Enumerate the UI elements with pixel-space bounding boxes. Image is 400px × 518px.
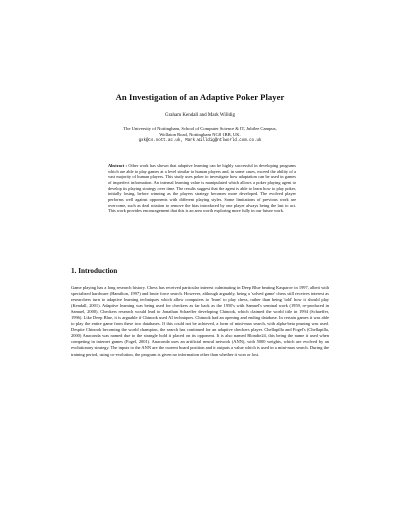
- introduction-paragraph: Game playing has a long research history. Chess has received particular interest culminating in Deep Blue beating Kasparov in 1997, albeit with specialized hardware (Hamilton, 1997) and brute force search. However, although arguably, being a 'solved game' chess still receives interest as researchers turn to adaptive learning techniques which allow computers to 'learn' to play chess, rather than being 'told' how it should play (Kendall, 2001). Adaptive learning was being used for checkers as far back as the 1950's with Samuel's seminal work (1959, re-produced in Samuel, 2000). Checkers research would lead to Jonathan Schaeffer developing Chinook, which claimed the world title in 1994 (Schaeffer, 1996). Like Deep Blue, it is arguable if Chinook used AI techniques. Chinook had an opening and ending database. In certain games it was able to play the entire game from these two databases. If this could not be achieved, a form of mini-max search, with alpha-beta pruning was used. Despite Chinook becoming the world champion, the search has continued for an adaptive checkers player. Chellapilla and Fogel's (Chellapilla, 2000) Anaconda was named due to the strangle hold it placed on its opponent. It is also named Blondie24, this being the name it used when competing in internet games (Fogel, 2001). Anaconda uses an artificial neural network (ANN), with 5000 weights, which are evolved by an evolutionary strategy. The inputs to the ANN are the current board position and it outputs a value which is used in a mini-max search. During the training period, using co-evolution, the program is given no information other than whether it won or lost.: [71, 285, 329, 357]
- abstract-label: Abstract :: [108, 163, 127, 168]
- author-list: Graham Kendall and Mark Willdig: [165, 113, 235, 118]
- paper-title: An Investigation of an Adaptive Poker Player: [115, 92, 285, 102]
- affiliation-line-1: The University of Nottingham, School of Computer Science & IT, Jubilee Campus,: [123, 126, 277, 131]
- section-heading-introduction: 1. Introduction: [71, 267, 118, 275]
- affiliation-line-2: Wollaton Road, Nottingham NG8 1BB, UK.: [159, 132, 241, 138]
- abstract: [108, 163, 296, 214]
- affiliation-block: [0, 126, 400, 144]
- introduction-body: [71, 285, 329, 358]
- abstract-text: Other work has shown that adaptive learning can be highly successful in developing programs which are able to play games at a level similar to human players and, in some cases, exceed the ability of a vast majority of human players. This study uses poker to investigate how adaptation can be used in games of imperfect information. An internal learning value is manipulated which allows a poker playing agent to develop its playing strategy over time. The results suggest that the agent is able to learn how to play poker, initially losing, before winning as the players strategy becomes more developed. The evolved player performs well against opponents with different playing styles. Some limitations of previous work are overcome, such as deal rotation to remove the bias introduced by one player always being the last to act. This work provides encouragement that this is an area worth exploring more fully in our future work.: [108, 163, 296, 214]
- author-emails: gxk@cs.nott.ac.uk, Mark.Willdig@ntlworld.com.co.uk: [138, 139, 262, 144]
